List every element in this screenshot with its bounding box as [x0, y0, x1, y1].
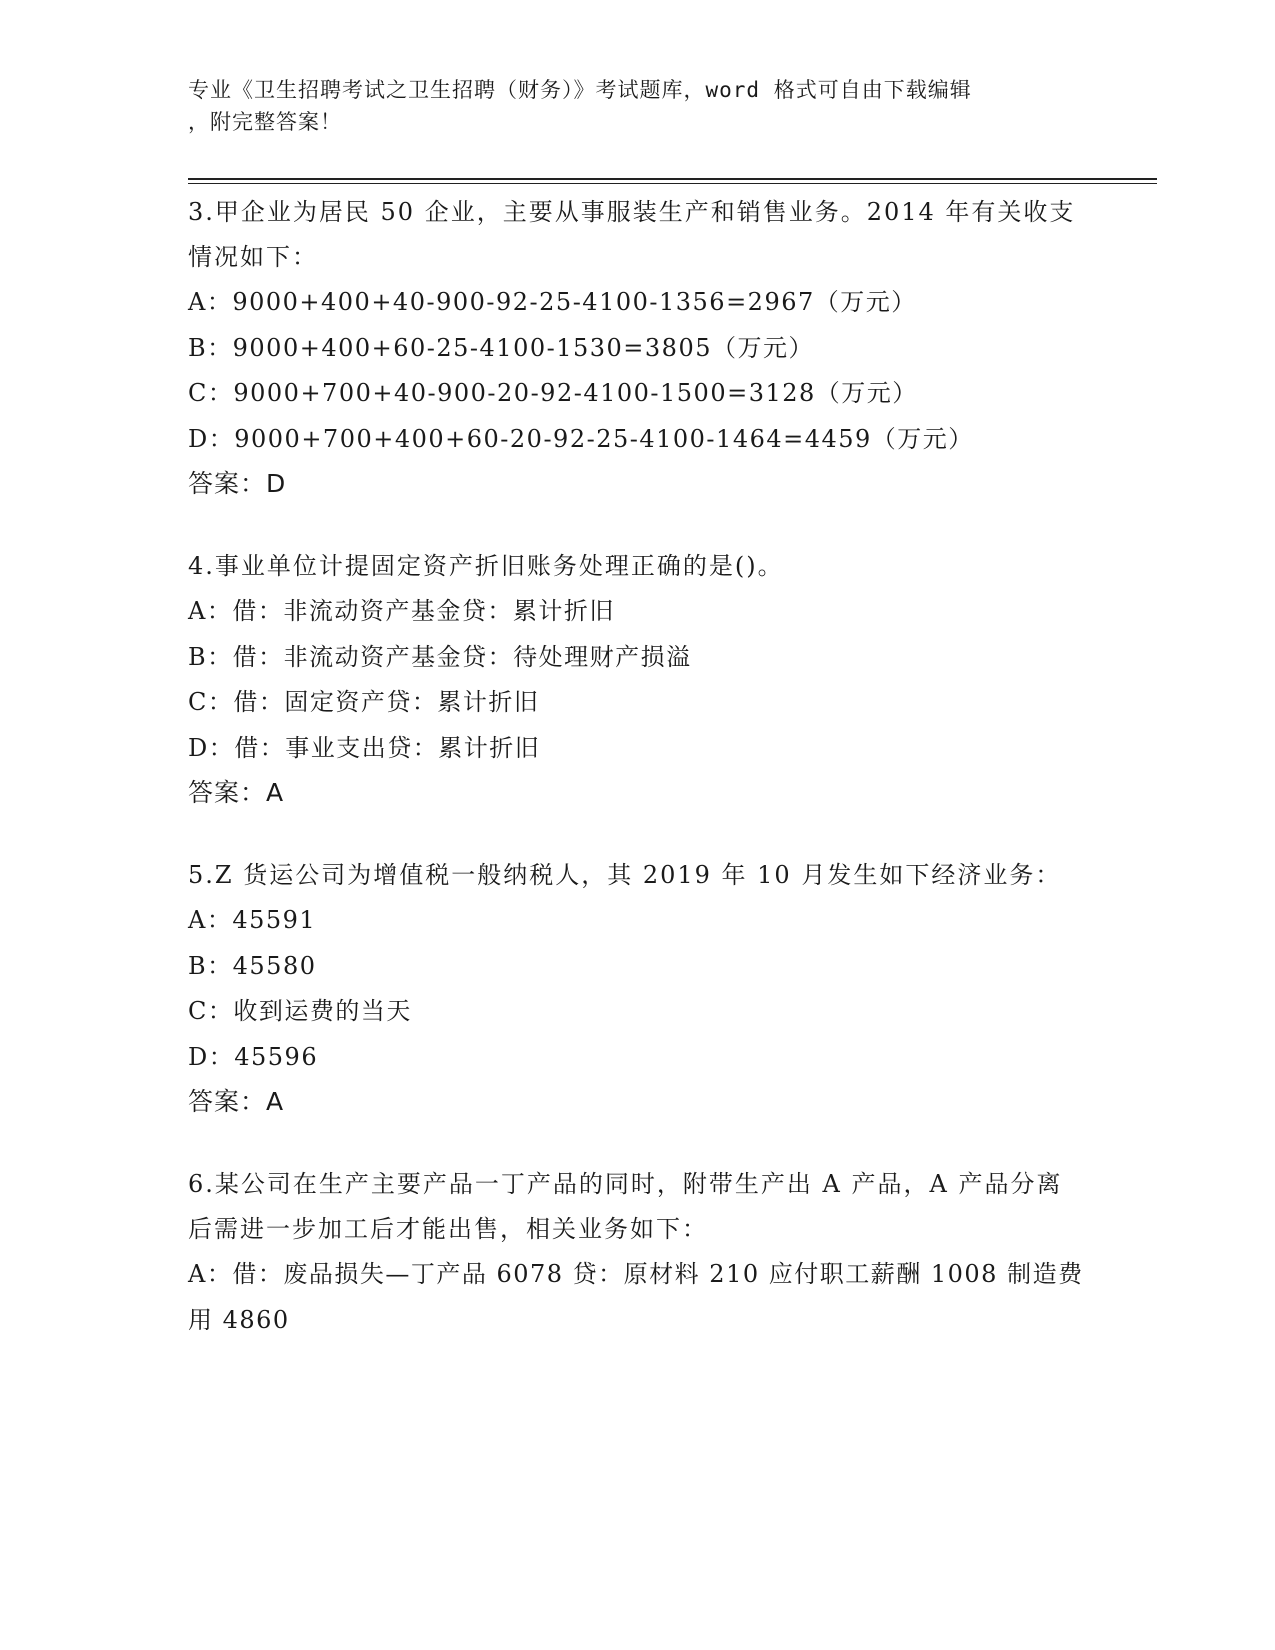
question-5 — [188, 853, 1088, 1124]
question-stem: 6.某公司在生产主要产品一丁产品的同时，附带生产出 A 产品，A 产品分离后需进一步加工后才能出售，相关业务如下： — [188, 1170, 1063, 1243]
option-d: D：借：事业支出贷：累计折旧 — [188, 733, 541, 762]
answer: 答案：D — [188, 469, 287, 498]
header-line-1: 专业《卫生招聘考试之卫生招聘（财务）》考试题库，word 格式可自由下载编辑 — [188, 78, 972, 102]
option-c: C：9000+700+40-900-20-92-4100-1500=3128（万元） — [188, 379, 918, 407]
question-stem: 4.事业单位计提固定资产折旧账务处理正确的是()。 — [188, 552, 784, 580]
option-a: A：借：非流动资产基金贷：累计折旧 — [188, 597, 615, 625]
header-divider-top — [188, 178, 1157, 180]
option-d: D：45596 — [188, 1042, 319, 1071]
question-stem: 5.Z 货运公司为增值税一般纳税人，其 2019 年 10 月发生如下经济业务： — [188, 861, 1062, 889]
option-a: A：借：废品损失—丁产品 6078 贷：原材料 210 应付职工薪酬 1008 制造费用 4860 — [188, 1260, 1084, 1334]
option-b: B：借：非流动资产基金贷：待处理财产损溢 — [188, 642, 692, 671]
option-c: C：收到运费的当天 — [188, 997, 412, 1025]
option-b: B：45580 — [188, 951, 317, 980]
option-a: A：9000+400+40-900-92-25-4100-1356=2967（万元） — [188, 288, 917, 316]
question-4 — [188, 544, 1088, 815]
question-6 — [188, 1162, 1088, 1343]
question-3 — [188, 190, 1088, 506]
answer: 答案：A — [188, 1087, 285, 1116]
question-list — [188, 190, 1088, 1381]
option-b: B：9000+400+60-25-4100-1530=3805（万元） — [188, 333, 814, 362]
option-d: D：9000+700+400+60-20-92-25-4100-1464=4459（万元） — [188, 424, 974, 453]
answer: 答案：A — [188, 778, 285, 807]
question-stem: 3.甲企业为居民 50 企业，主要从事服装生产和销售业务。2014 年有关收支情况如下： — [188, 198, 1076, 271]
document-header — [188, 74, 1088, 138]
option-c: C：借：固定资产贷：累计折旧 — [188, 688, 540, 716]
header-divider-bottom — [188, 183, 1157, 184]
option-a: A：45591 — [188, 906, 317, 934]
header-line-2: ，附完整答案！ — [188, 110, 342, 134]
